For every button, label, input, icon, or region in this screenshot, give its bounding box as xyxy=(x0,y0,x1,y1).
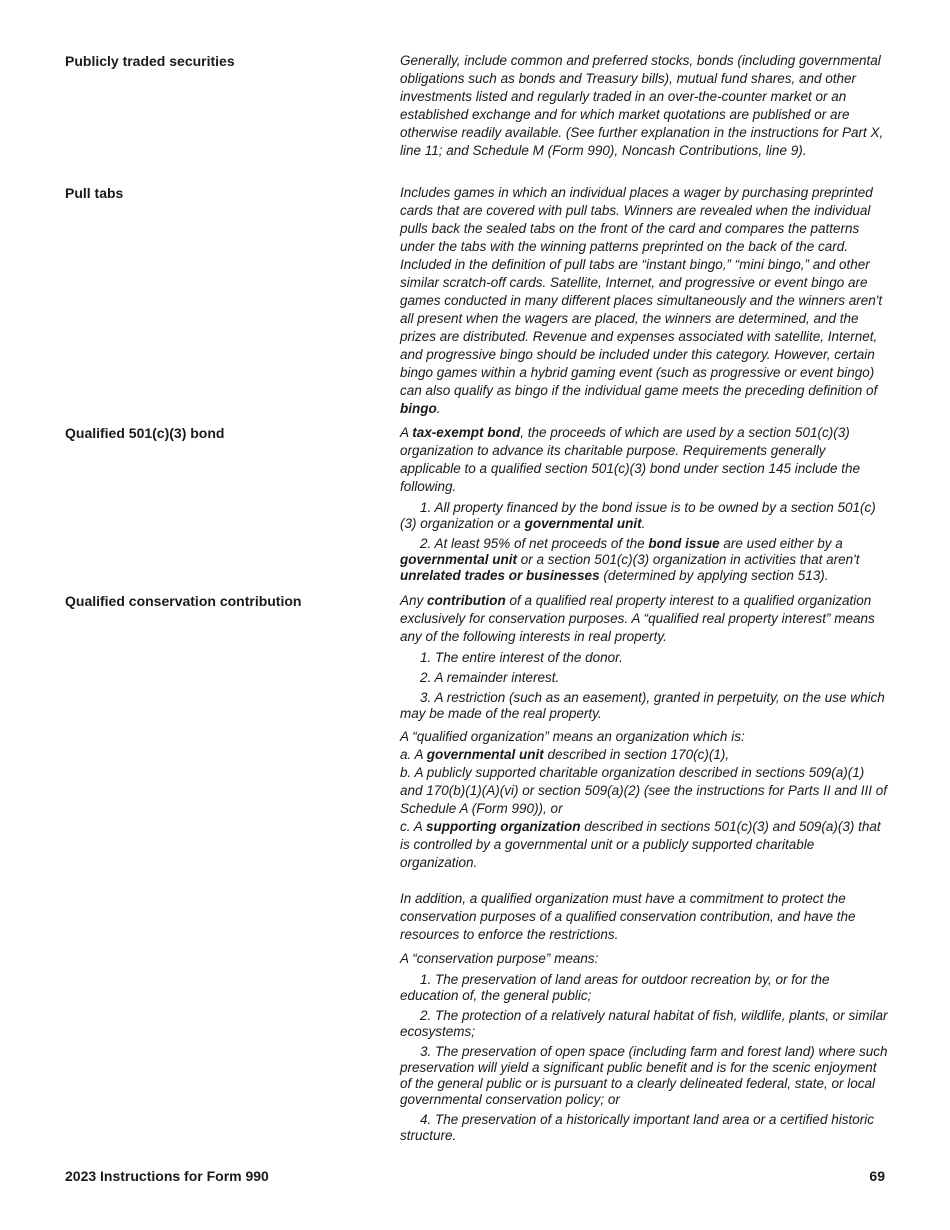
list-item: 1. The entire interest of the donor. xyxy=(420,650,623,665)
list-item: 2. A remainder interest. xyxy=(420,670,560,685)
list-item xyxy=(400,536,888,584)
list-item xyxy=(400,500,888,532)
definition-paragraph xyxy=(400,592,888,646)
text-run: Any xyxy=(400,593,428,608)
text-run: c. A xyxy=(400,819,427,834)
text-run: Includes games in which an individual places a wager by purchasing preprinted cards that are covered with pull tabs. Winners are revealed when the individual pulls back the sealed tabs on the front of the card and compares the patterns under the tabs with the winning patterns preprinted on the back of the card. Included in the definition of pull tabs are “instant bingo,” “mini bingo,” and other similar scratch-off cards. Satellite, Internet, and progressive or event bingo are games conducted in many different places simultaneously and the winners aren't all present when the wagers are placed, the winners are determined, and the prizes are distributed. Revenue and expenses associated with satellite, Internet, and progressive bingo should be included under this category. However, certain bingo games within a hybrid gaming event (such as progressive or event bingo) can also qualify as bingo if the individual game meets the preceding definition of xyxy=(400,185,883,398)
term-publicly-traded-securities: Publicly traded securities xyxy=(65,53,235,69)
definition-publicly-traded-securities xyxy=(400,52,888,160)
text-run: A xyxy=(400,425,413,440)
list-item: 2. The protection of a relatively natural habitat of fish, wildlife, plants, or similar ecosystems; xyxy=(400,1008,888,1039)
term-qualified-conservation-contribution: Qualified conservation contribution xyxy=(65,593,302,609)
definition-paragraph: Generally, include common and preferred stocks, bonds (including governmental obligations such as bonds and Treasury bills), mutual fund shares, and other investments listed and regularly traded in an over-the-counter market or an established exchange and for which market quotations are published or are otherwise readily available. (See further explanation in the instructions for Part X, line 11; and Schedule M (Form 990), Noncash Contributions, line 9). xyxy=(400,53,884,158)
text-run: of a qualified real property interest to a qualified organization exclusively for conservation purposes. A “qualified real property interest” means any of the following interests in real property. xyxy=(400,593,875,644)
text-run: described in section 170(c)(1), xyxy=(543,747,730,762)
term-reference-tax-exempt-bond: tax-exempt bond xyxy=(412,425,521,440)
text-run: or a section 501(c)(3) organization in activities that aren't xyxy=(517,552,860,567)
text-run: . xyxy=(436,401,441,416)
term-reference-governmental-unit: governmental unit xyxy=(400,552,518,567)
term-reference-governmental-unit: governmental unit xyxy=(524,516,642,531)
definition-qualified-conservation-contribution xyxy=(400,592,888,1144)
list-item: 1. The preservation of land areas for outdoor recreation by, or for the education of, the general public; xyxy=(400,972,830,1003)
definition-paragraph xyxy=(400,184,888,418)
list-item: 3. The preservation of open space (including farm and forest land) where such preservation will yield a significant public benefit and is for the scenic enjoyment of the general public or is pursuant to a clearly delineated federal, state, or local governmental conservation policy; or xyxy=(400,1044,888,1107)
qualified-organization-c xyxy=(400,818,888,872)
term-reference-unrelated-trades: unrelated trades or businesses xyxy=(400,568,600,583)
list-item: 3. A restriction (such as an easement), granted in perpetuity, on the use which may be made of the real property. xyxy=(400,690,885,721)
term-reference-governmental-unit: governmental unit xyxy=(426,747,544,762)
definition-qualified-501c3-bond xyxy=(400,424,888,584)
term-qualified-501c3-bond: Qualified 501(c)(3) bond xyxy=(65,425,225,441)
term-reference-contribution: contribution xyxy=(427,593,506,608)
text-run: 1. All property financed by the bond issue is to be owned by a section 501(c)(3) organization or a xyxy=(400,500,876,531)
text-run: a. A xyxy=(400,747,427,762)
qualified-organization-intro: A “qualified organization” means an organization which is: xyxy=(400,729,745,744)
term-reference-supporting-organization: supporting organization xyxy=(426,819,581,834)
addition-paragraph: In addition, a qualified organization must have a commitment to protect the conservation purposes of a qualified conservation contribution, and have the resources to enforce the restrictions. xyxy=(400,891,856,942)
footer-page-number: 69 xyxy=(869,1168,885,1184)
definition-paragraph xyxy=(400,424,888,496)
term-pull-tabs: Pull tabs xyxy=(65,185,124,201)
text-run: described in sections 501(c)(3) and 509(a)(3) that is controlled by a governmental unit or a publicly supported charitable organization. xyxy=(400,819,881,870)
list-item: 4. The preservation of a historically important land area or a certified historic structure. xyxy=(400,1112,874,1143)
footer-document-title: 2023 Instructions for Form 990 xyxy=(65,1168,269,1184)
text-run: 2. At least 95% of net proceeds of the xyxy=(420,536,649,551)
text-run: are used either by a xyxy=(719,536,843,551)
text-run: , the proceeds of which are used by a section 501(c)(3) organization to advance its charitable purpose. Requirements generally applicable to a qualified section 501(c)(3) bond under section 145 include the following. xyxy=(400,425,861,494)
qualified-organization-a xyxy=(400,746,888,764)
qualified-organization-b: b. A publicly supported charitable organization described in sections 509(a)(1) and 170(b)(1)(A)(vi) or section 509(a)(2) (see the instructions for Parts II and III of Schedule A (Form 990)), or xyxy=(400,765,887,816)
text-run: (determined by applying section 513). xyxy=(599,568,829,583)
term-reference-bond-issue: bond issue xyxy=(648,536,720,551)
text-run: . xyxy=(641,516,646,531)
conservation-purpose-intro: A “conservation purpose” means: xyxy=(400,951,599,966)
term-reference-bingo: bingo xyxy=(400,401,437,416)
definition-pull-tabs xyxy=(400,184,888,418)
